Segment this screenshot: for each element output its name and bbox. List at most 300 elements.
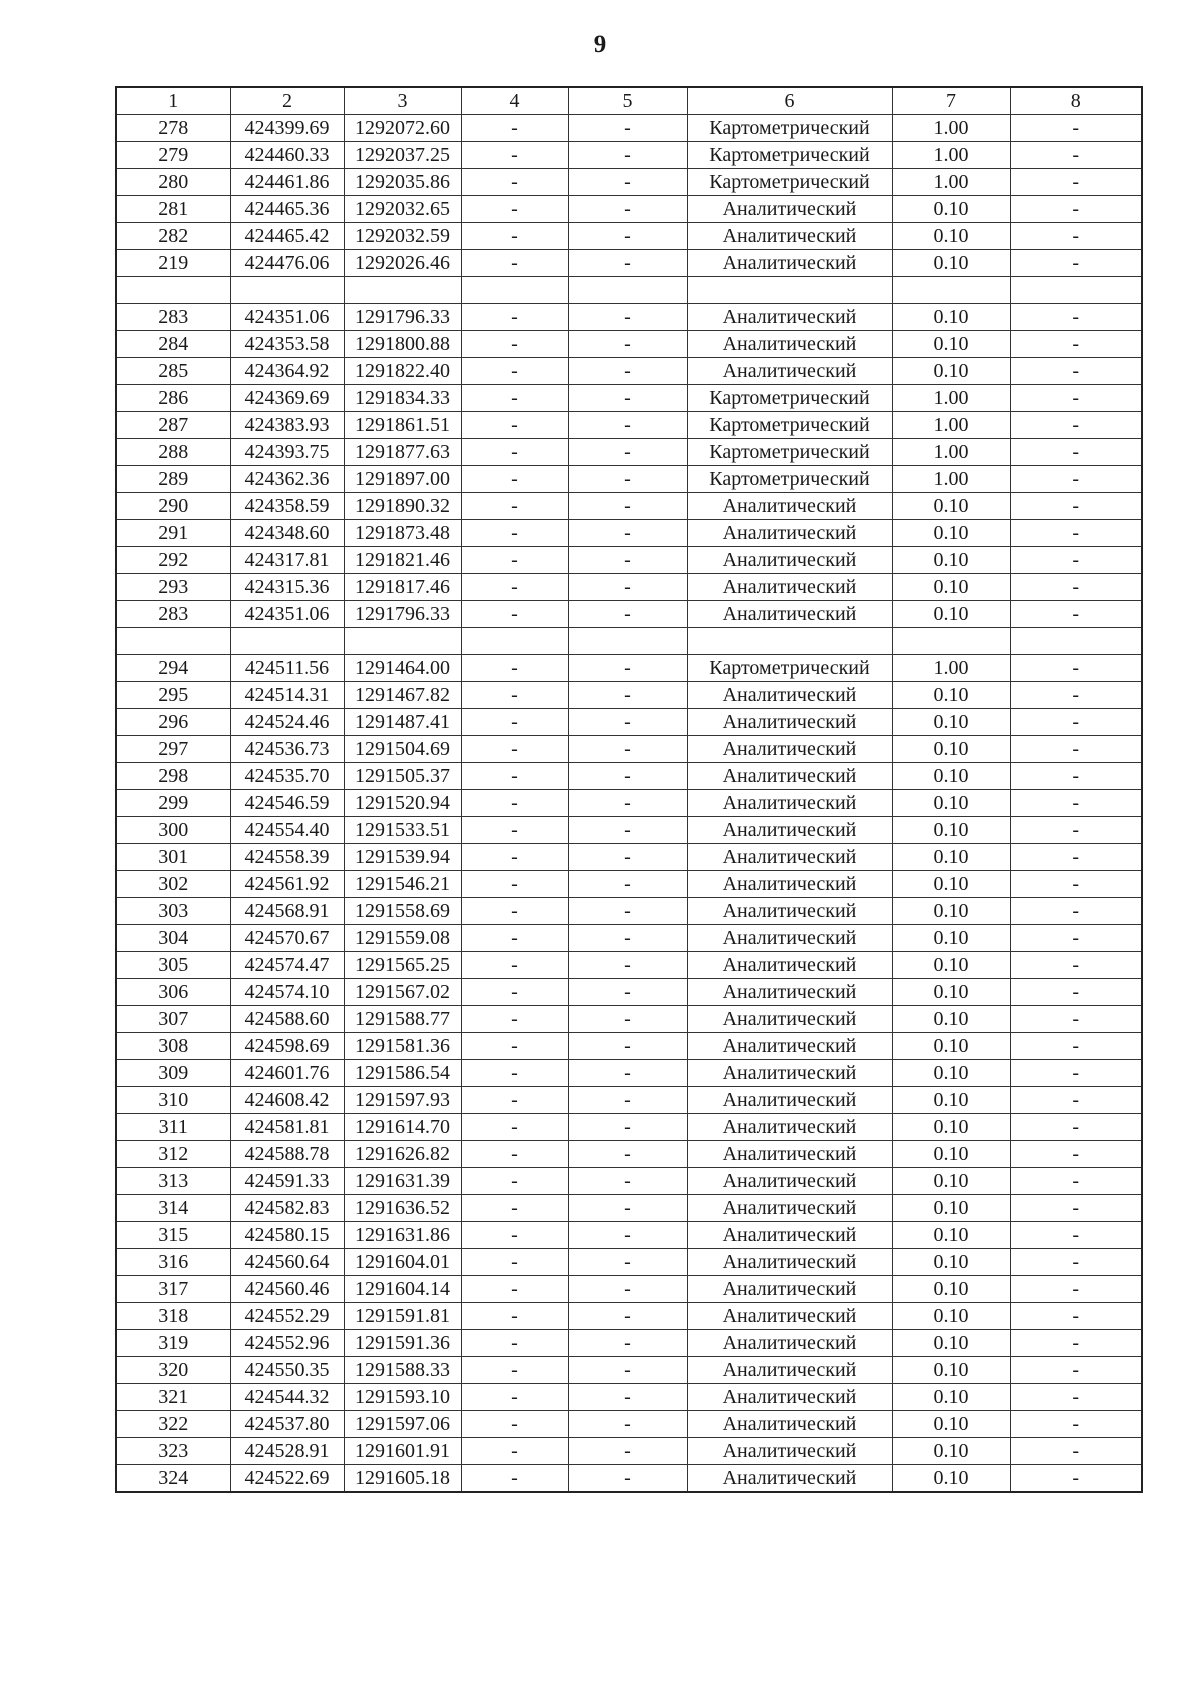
y-coordinate-cell: 1291614.70 xyxy=(344,1114,461,1141)
method-cell: Аналитический xyxy=(687,1276,892,1303)
col4-cell: - xyxy=(461,439,568,466)
table-row xyxy=(116,1060,1142,1087)
method-cell: Аналитический xyxy=(687,331,892,358)
table-row xyxy=(116,1114,1142,1141)
method-cell: Аналитический xyxy=(687,1087,892,1114)
point-number-cell: 278 xyxy=(116,115,230,142)
accuracy-cell: 0.10 xyxy=(892,1141,1010,1168)
col4-cell: - xyxy=(461,1114,568,1141)
col8-cell: - xyxy=(1010,574,1142,601)
method-cell: Аналитический xyxy=(687,358,892,385)
y-coordinate-cell: 1291504.69 xyxy=(344,736,461,763)
y-coordinate-cell: 1291520.94 xyxy=(344,790,461,817)
col5-cell: - xyxy=(568,952,687,979)
col5-cell: - xyxy=(568,1168,687,1195)
col8-cell: - xyxy=(1010,412,1142,439)
y-coordinate-cell: 1291586.54 xyxy=(344,1060,461,1087)
accuracy-cell: 1.00 xyxy=(892,655,1010,682)
col5-cell: - xyxy=(568,196,687,223)
accuracy-cell: 0.10 xyxy=(892,979,1010,1006)
col5-cell: - xyxy=(568,574,687,601)
col8-cell: - xyxy=(1010,520,1142,547)
point-number-cell: 286 xyxy=(116,385,230,412)
method-cell: Аналитический xyxy=(687,1330,892,1357)
col5-cell xyxy=(568,628,687,655)
y-coordinate-cell: 1291631.39 xyxy=(344,1168,461,1195)
y-coordinate-cell: 1291873.48 xyxy=(344,520,461,547)
point-number-cell: 288 xyxy=(116,439,230,466)
accuracy-cell: 0.10 xyxy=(892,790,1010,817)
point-number-cell: 295 xyxy=(116,682,230,709)
x-coordinate-cell: 424568.91 xyxy=(230,898,344,925)
point-number-cell: 300 xyxy=(116,817,230,844)
col4-cell: - xyxy=(461,1168,568,1195)
col5-cell: - xyxy=(568,682,687,709)
point-number-cell: 298 xyxy=(116,763,230,790)
point-number-cell: 317 xyxy=(116,1276,230,1303)
table-row xyxy=(116,493,1142,520)
method-cell: Аналитический xyxy=(687,493,892,520)
accuracy-cell: 0.10 xyxy=(892,1006,1010,1033)
x-coordinate-cell: 424399.69 xyxy=(230,115,344,142)
col5-cell: - xyxy=(568,1330,687,1357)
accuracy-cell: 1.00 xyxy=(892,466,1010,493)
x-coordinate-cell: 424560.64 xyxy=(230,1249,344,1276)
col8-cell xyxy=(1010,277,1142,304)
y-coordinate-cell: 1291822.40 xyxy=(344,358,461,385)
x-coordinate-cell: 424511.56 xyxy=(230,655,344,682)
table-row xyxy=(116,1357,1142,1384)
y-coordinate-cell: 1291487.41 xyxy=(344,709,461,736)
col5-cell: - xyxy=(568,1114,687,1141)
col8-cell: - xyxy=(1010,250,1142,277)
x-coordinate-cell: 424362.36 xyxy=(230,466,344,493)
method-cell: Картометрический xyxy=(687,466,892,493)
accuracy-cell: 0.10 xyxy=(892,1060,1010,1087)
contour-separator-row xyxy=(116,277,1142,304)
col5-cell: - xyxy=(568,736,687,763)
col4-cell: - xyxy=(461,196,568,223)
col5-cell: - xyxy=(568,790,687,817)
header-cell: 4 xyxy=(461,87,568,115)
col5-cell: - xyxy=(568,385,687,412)
point-number-cell: 315 xyxy=(116,1222,230,1249)
y-coordinate-cell: 1291626.82 xyxy=(344,1141,461,1168)
accuracy-cell: 0.10 xyxy=(892,601,1010,628)
point-number-cell: 289 xyxy=(116,466,230,493)
col5-cell: - xyxy=(568,412,687,439)
y-coordinate-cell xyxy=(344,277,461,304)
table-row xyxy=(116,1411,1142,1438)
y-coordinate-cell: 1291533.51 xyxy=(344,817,461,844)
accuracy-cell: 1.00 xyxy=(892,169,1010,196)
method-cell: Аналитический xyxy=(687,196,892,223)
col5-cell: - xyxy=(568,1303,687,1330)
point-number-cell: 313 xyxy=(116,1168,230,1195)
col8-cell: - xyxy=(1010,385,1142,412)
point-number-cell xyxy=(116,628,230,655)
col8-cell: - xyxy=(1010,1384,1142,1411)
col4-cell: - xyxy=(461,1276,568,1303)
method-cell: Картометрический xyxy=(687,385,892,412)
method-cell: Аналитический xyxy=(687,844,892,871)
x-coordinate-cell: 424574.47 xyxy=(230,952,344,979)
col4-cell: - xyxy=(461,169,568,196)
col5-cell: - xyxy=(568,817,687,844)
table-row xyxy=(116,1195,1142,1222)
y-coordinate-cell: 1291588.33 xyxy=(344,1357,461,1384)
col4-cell: - xyxy=(461,763,568,790)
col4-cell: - xyxy=(461,1303,568,1330)
point-number-cell: 296 xyxy=(116,709,230,736)
point-number-cell: 321 xyxy=(116,1384,230,1411)
col8-cell xyxy=(1010,628,1142,655)
col8-cell: - xyxy=(1010,1303,1142,1330)
col5-cell: - xyxy=(568,1465,687,1493)
col8-cell: - xyxy=(1010,142,1142,169)
col8-cell: - xyxy=(1010,1438,1142,1465)
accuracy-cell: 0.10 xyxy=(892,1222,1010,1249)
y-coordinate-cell: 1292032.59 xyxy=(344,223,461,250)
col4-cell: - xyxy=(461,925,568,952)
y-coordinate-cell: 1291897.00 xyxy=(344,466,461,493)
accuracy-cell: 0.10 xyxy=(892,1033,1010,1060)
table-row xyxy=(116,898,1142,925)
point-number-cell: 281 xyxy=(116,196,230,223)
x-coordinate-cell: 424591.33 xyxy=(230,1168,344,1195)
col4-cell: - xyxy=(461,817,568,844)
method-cell: Аналитический xyxy=(687,520,892,547)
col8-cell: - xyxy=(1010,871,1142,898)
table-row xyxy=(116,1330,1142,1357)
col4-cell: - xyxy=(461,466,568,493)
x-coordinate-cell: 424317.81 xyxy=(230,547,344,574)
method-cell: Аналитический xyxy=(687,979,892,1006)
accuracy-cell: 0.10 xyxy=(892,574,1010,601)
method-cell: Аналитический xyxy=(687,304,892,331)
col8-cell: - xyxy=(1010,1195,1142,1222)
col5-cell: - xyxy=(568,1141,687,1168)
x-coordinate-cell: 424476.06 xyxy=(230,250,344,277)
table-body xyxy=(116,87,1142,1492)
accuracy-cell: 0.10 xyxy=(892,817,1010,844)
x-coordinate-cell: 424369.69 xyxy=(230,385,344,412)
col5-cell: - xyxy=(568,331,687,358)
method-cell: Аналитический xyxy=(687,601,892,628)
y-coordinate-cell: 1292072.60 xyxy=(344,115,461,142)
col8-cell: - xyxy=(1010,439,1142,466)
method-cell: Аналитический xyxy=(687,1033,892,1060)
table-row xyxy=(116,520,1142,547)
col4-cell: - xyxy=(461,142,568,169)
point-number-cell: 303 xyxy=(116,898,230,925)
x-coordinate-cell: 424353.58 xyxy=(230,331,344,358)
y-coordinate-cell: 1291593.10 xyxy=(344,1384,461,1411)
col5-cell: - xyxy=(568,1087,687,1114)
x-coordinate-cell: 424554.40 xyxy=(230,817,344,844)
col4-cell: - xyxy=(461,655,568,682)
col4-cell xyxy=(461,628,568,655)
y-coordinate-cell: 1291597.93 xyxy=(344,1087,461,1114)
col4-cell: - xyxy=(461,520,568,547)
header-row xyxy=(116,87,1142,115)
col8-cell: - xyxy=(1010,844,1142,871)
method-cell: Аналитический xyxy=(687,1114,892,1141)
table-row xyxy=(116,1276,1142,1303)
method-cell: Аналитический xyxy=(687,925,892,952)
accuracy-cell: 0.10 xyxy=(892,682,1010,709)
method-cell: Аналитический xyxy=(687,817,892,844)
col4-cell: - xyxy=(461,1141,568,1168)
x-coordinate-cell: 424393.75 xyxy=(230,439,344,466)
point-number-cell: 284 xyxy=(116,331,230,358)
col5-cell: - xyxy=(568,520,687,547)
col4-cell: - xyxy=(461,898,568,925)
col5-cell: - xyxy=(568,439,687,466)
col4-cell: - xyxy=(461,952,568,979)
table-row xyxy=(116,412,1142,439)
method-cell: Аналитический xyxy=(687,1195,892,1222)
x-coordinate-cell: 424570.67 xyxy=(230,925,344,952)
accuracy-cell: 0.10 xyxy=(892,1114,1010,1141)
col4-cell: - xyxy=(461,304,568,331)
x-coordinate-cell: 424348.60 xyxy=(230,520,344,547)
col8-cell: - xyxy=(1010,1033,1142,1060)
x-coordinate-cell: 424383.93 xyxy=(230,412,344,439)
point-number-cell: 285 xyxy=(116,358,230,385)
x-coordinate-cell: 424561.92 xyxy=(230,871,344,898)
y-coordinate-cell: 1291559.08 xyxy=(344,925,461,952)
x-coordinate-cell: 424528.91 xyxy=(230,1438,344,1465)
col8-cell: - xyxy=(1010,1222,1142,1249)
x-coordinate-cell: 424544.32 xyxy=(230,1384,344,1411)
table-row xyxy=(116,952,1142,979)
method-cell: Аналитический xyxy=(687,1303,892,1330)
col4-cell: - xyxy=(461,223,568,250)
method-cell: Аналитический xyxy=(687,1006,892,1033)
col5-cell: - xyxy=(568,898,687,925)
method-cell: Аналитический xyxy=(687,1384,892,1411)
accuracy-cell: 0.10 xyxy=(892,1249,1010,1276)
col4-cell: - xyxy=(461,1465,568,1493)
method-cell: Аналитический xyxy=(687,250,892,277)
point-number-cell: 302 xyxy=(116,871,230,898)
accuracy-cell: 0.10 xyxy=(892,1195,1010,1222)
point-number-cell: 323 xyxy=(116,1438,230,1465)
col8-cell: - xyxy=(1010,331,1142,358)
y-coordinate-cell xyxy=(344,628,461,655)
table-row xyxy=(116,1384,1142,1411)
y-coordinate-cell: 1291505.37 xyxy=(344,763,461,790)
col8-cell: - xyxy=(1010,655,1142,682)
y-coordinate-cell: 1291581.36 xyxy=(344,1033,461,1060)
col5-cell: - xyxy=(568,358,687,385)
col4-cell: - xyxy=(461,412,568,439)
y-coordinate-cell: 1291539.94 xyxy=(344,844,461,871)
y-coordinate-cell: 1291558.69 xyxy=(344,898,461,925)
x-coordinate-cell: 424537.80 xyxy=(230,1411,344,1438)
accuracy-cell: 0.10 xyxy=(892,304,1010,331)
table-row xyxy=(116,1465,1142,1493)
col5-cell xyxy=(568,277,687,304)
x-coordinate-cell: 424535.70 xyxy=(230,763,344,790)
accuracy-cell: 0.10 xyxy=(892,763,1010,790)
col8-cell: - xyxy=(1010,979,1142,1006)
point-number-cell: 293 xyxy=(116,574,230,601)
col5-cell: - xyxy=(568,979,687,1006)
accuracy-cell: 0.10 xyxy=(892,1330,1010,1357)
col4-cell: - xyxy=(461,979,568,1006)
accuracy-cell: 0.10 xyxy=(892,1465,1010,1493)
table-row xyxy=(116,1222,1142,1249)
col4-cell: - xyxy=(461,1357,568,1384)
point-number-cell: 279 xyxy=(116,142,230,169)
col8-cell: - xyxy=(1010,358,1142,385)
accuracy-cell: 1.00 xyxy=(892,385,1010,412)
col5-cell: - xyxy=(568,1249,687,1276)
accuracy-cell: 0.10 xyxy=(892,250,1010,277)
col5-cell: - xyxy=(568,655,687,682)
col4-cell: - xyxy=(461,1249,568,1276)
y-coordinate-cell: 1291821.46 xyxy=(344,547,461,574)
col4-cell: - xyxy=(461,844,568,871)
y-coordinate-cell: 1291467.82 xyxy=(344,682,461,709)
table-row xyxy=(116,547,1142,574)
table-row xyxy=(116,709,1142,736)
method-cell: Аналитический xyxy=(687,871,892,898)
y-coordinate-cell: 1291601.91 xyxy=(344,1438,461,1465)
table-row xyxy=(116,142,1142,169)
col5-cell: - xyxy=(568,925,687,952)
col8-cell: - xyxy=(1010,1006,1142,1033)
table-row xyxy=(116,817,1142,844)
col8-cell: - xyxy=(1010,763,1142,790)
table-row xyxy=(116,1006,1142,1033)
col8-cell: - xyxy=(1010,601,1142,628)
point-number-cell: 306 xyxy=(116,979,230,1006)
x-coordinate-cell: 424461.86 xyxy=(230,169,344,196)
y-coordinate-cell: 1291605.18 xyxy=(344,1465,461,1493)
x-coordinate-cell: 424552.29 xyxy=(230,1303,344,1330)
table-row xyxy=(116,1141,1142,1168)
col8-cell: - xyxy=(1010,817,1142,844)
x-coordinate-cell: 424364.92 xyxy=(230,358,344,385)
point-number-cell: 283 xyxy=(116,304,230,331)
x-coordinate-cell: 424601.76 xyxy=(230,1060,344,1087)
col8-cell: - xyxy=(1010,952,1142,979)
method-cell: Аналитический xyxy=(687,790,892,817)
table-row xyxy=(116,223,1142,250)
col4-cell: - xyxy=(461,115,568,142)
method-cell: Аналитический xyxy=(687,1222,892,1249)
x-coordinate-cell: 424560.46 xyxy=(230,1276,344,1303)
y-coordinate-cell: 1291604.01 xyxy=(344,1249,461,1276)
accuracy-cell: 0.10 xyxy=(892,547,1010,574)
y-coordinate-cell: 1291588.77 xyxy=(344,1006,461,1033)
table-row xyxy=(116,925,1142,952)
method-cell: Аналитический xyxy=(687,547,892,574)
point-number-cell: 318 xyxy=(116,1303,230,1330)
contour-separator-row xyxy=(116,628,1142,655)
col8-cell: - xyxy=(1010,169,1142,196)
table-row xyxy=(116,439,1142,466)
point-number-cell xyxy=(116,277,230,304)
x-coordinate-cell: 424351.06 xyxy=(230,304,344,331)
table-row xyxy=(116,682,1142,709)
accuracy-cell: 0.10 xyxy=(892,844,1010,871)
x-coordinate-cell: 424574.10 xyxy=(230,979,344,1006)
x-coordinate-cell: 424536.73 xyxy=(230,736,344,763)
col8-cell: - xyxy=(1010,196,1142,223)
col8-cell: - xyxy=(1010,547,1142,574)
accuracy-cell: 1.00 xyxy=(892,142,1010,169)
col4-cell: - xyxy=(461,601,568,628)
header-cell: 2 xyxy=(230,87,344,115)
accuracy-cell: 0.10 xyxy=(892,1411,1010,1438)
y-coordinate-cell: 1292032.65 xyxy=(344,196,461,223)
col4-cell: - xyxy=(461,1411,568,1438)
x-coordinate-cell: 424588.60 xyxy=(230,1006,344,1033)
method-cell: Аналитический xyxy=(687,682,892,709)
method-cell: Аналитический xyxy=(687,1411,892,1438)
accuracy-cell: 0.10 xyxy=(892,493,1010,520)
accuracy-cell: 0.10 xyxy=(892,1357,1010,1384)
col5-cell: - xyxy=(568,1411,687,1438)
col4-cell: - xyxy=(461,1195,568,1222)
x-coordinate-cell: 424582.83 xyxy=(230,1195,344,1222)
col8-cell: - xyxy=(1010,115,1142,142)
col5-cell: - xyxy=(568,1384,687,1411)
x-coordinate-cell xyxy=(230,277,344,304)
col5-cell: - xyxy=(568,115,687,142)
y-coordinate-cell: 1291464.00 xyxy=(344,655,461,682)
accuracy-cell: 0.10 xyxy=(892,1384,1010,1411)
method-cell: Картометрический xyxy=(687,142,892,169)
point-number-cell: 282 xyxy=(116,223,230,250)
header-cell: 5 xyxy=(568,87,687,115)
table-row xyxy=(116,196,1142,223)
point-number-cell: 307 xyxy=(116,1006,230,1033)
y-coordinate-cell: 1291631.86 xyxy=(344,1222,461,1249)
col8-cell: - xyxy=(1010,925,1142,952)
col5-cell: - xyxy=(568,304,687,331)
y-coordinate-cell: 1291800.88 xyxy=(344,331,461,358)
col8-cell: - xyxy=(1010,493,1142,520)
col5-cell: - xyxy=(568,601,687,628)
col8-cell: - xyxy=(1010,682,1142,709)
col5-cell: - xyxy=(568,1060,687,1087)
method-cell: Аналитический xyxy=(687,1357,892,1384)
y-coordinate-cell: 1291890.32 xyxy=(344,493,461,520)
x-coordinate-cell: 424581.81 xyxy=(230,1114,344,1141)
table-row xyxy=(116,385,1142,412)
point-number-cell: 309 xyxy=(116,1060,230,1087)
table-row xyxy=(116,844,1142,871)
accuracy-cell: 0.10 xyxy=(892,736,1010,763)
col8-cell: - xyxy=(1010,790,1142,817)
col5-cell: - xyxy=(568,1006,687,1033)
y-coordinate-cell: 1291565.25 xyxy=(344,952,461,979)
header-cell: 1 xyxy=(116,87,230,115)
col5-cell: - xyxy=(568,1033,687,1060)
col5-cell: - xyxy=(568,223,687,250)
header-cell: 6 xyxy=(687,87,892,115)
point-number-cell: 291 xyxy=(116,520,230,547)
point-number-cell: 304 xyxy=(116,925,230,952)
col5-cell: - xyxy=(568,709,687,736)
page-number: 9 xyxy=(593,31,607,58)
accuracy-cell: 0.10 xyxy=(892,520,1010,547)
